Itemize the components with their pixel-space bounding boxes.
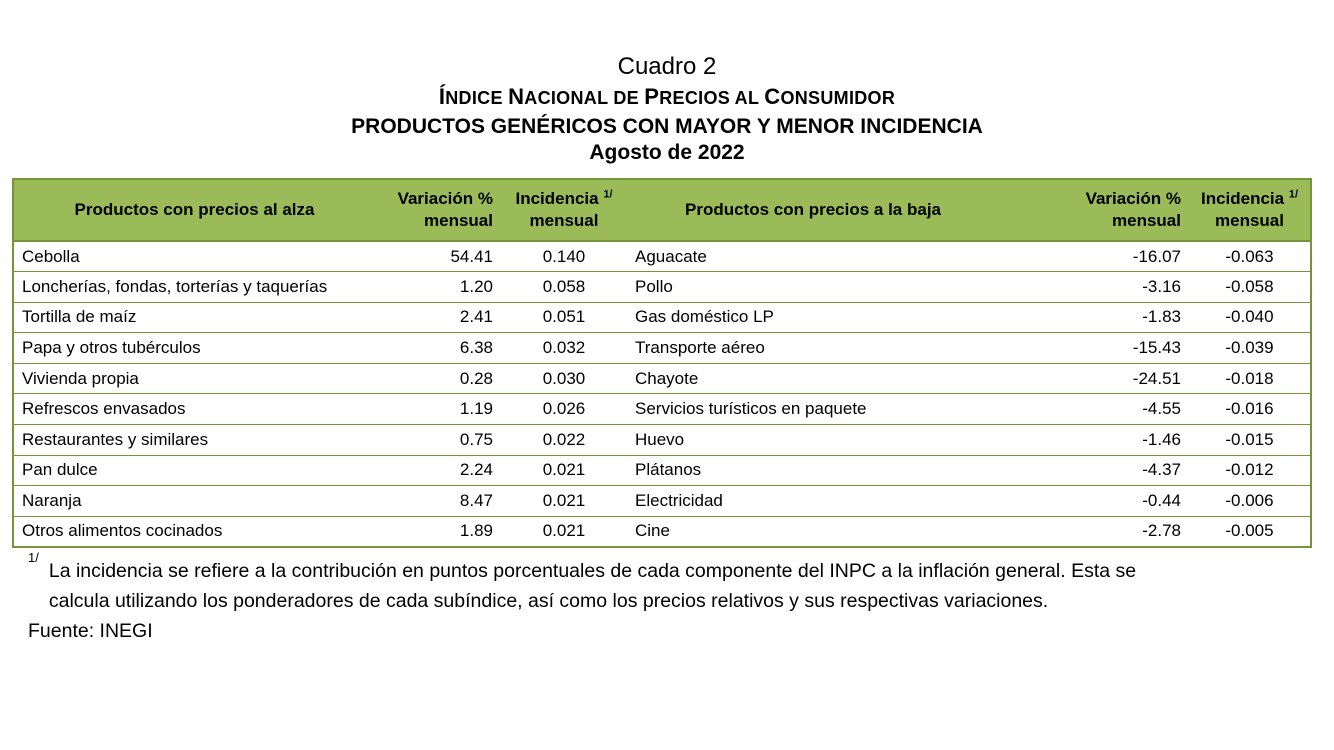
alza-product: Restaurantes y similares (13, 425, 375, 456)
alza-variation: 0.28 (375, 363, 501, 394)
header-alza-variation: Variación % mensual (375, 179, 501, 241)
table-row (13, 272, 1311, 303)
baja-product: Servicios turísticos en paquete (627, 394, 999, 425)
header-alza-incidence: Incidencia $^{1/}$ mensual (501, 179, 627, 241)
alza-product: Refrescos envasados (13, 394, 375, 425)
table-row (13, 425, 1311, 456)
baja-product: Plátanos (627, 455, 999, 486)
footnote-line-2: calcula utilizando los ponderadores de cada subíndice, así como los precios relativos y sus respectivas variaciones. (48, 590, 1049, 612)
baja-variation: -24.51 (999, 363, 1189, 394)
alza-variation: 2.24 (375, 455, 501, 486)
baja-product: Huevo (627, 425, 999, 456)
title-block (0, 52, 1334, 165)
alza-incidence: 0.140 (501, 241, 627, 272)
footnotes (28, 550, 1318, 646)
baja-variation: -4.55 (999, 394, 1189, 425)
baja-incidence: -0.040 (1189, 302, 1311, 333)
alza-incidence: 0.021 (501, 455, 627, 486)
alza-product: Papa y otros tubérculos (13, 333, 375, 364)
baja-variation: -4.37 (999, 455, 1189, 486)
table-row (13, 241, 1311, 272)
table-row (13, 394, 1311, 425)
header-baja: Productos con precios a la baja (627, 179, 999, 241)
baja-variation: -16.07 (999, 241, 1189, 272)
baja-product: Electricidad (627, 486, 999, 517)
baja-variation: -3.16 (999, 272, 1189, 303)
footnote-line-1: La incidencia se refiere a la contribución en puntos porcentuales de cada componente del INPC a la inflación general. Esta se (48, 560, 1137, 582)
subtitle: PRODUCTOS GENÉRICOS CON MAYOR Y MENOR INCIDENCIA (351, 115, 983, 138)
baja-incidence: -0.063 (1189, 241, 1311, 272)
table-row (13, 363, 1311, 394)
alza-incidence: 0.051 (501, 302, 627, 333)
table-row (13, 486, 1311, 517)
alza-product: Otros alimentos cocinados (22, 521, 223, 541)
alza-variation: 1.20 (375, 272, 501, 303)
baja-product: Aguacate (627, 241, 999, 272)
baja-product: Cine (635, 521, 670, 541)
header-baja-variation: Variación % mensual (999, 179, 1189, 241)
alza-incidence: 0.058 (501, 272, 627, 303)
header-alza: Productos con precios al alza (13, 179, 375, 241)
footnote-mark: 1/ (28, 550, 39, 565)
incidence-table (12, 178, 1312, 548)
alza-product: Naranja (13, 486, 375, 517)
alza-incidence: 0.032 (501, 333, 627, 364)
alza-product: Tortilla de maíz (13, 302, 375, 333)
alza-variation: 6.38 (375, 333, 501, 364)
baja-incidence: -0.018 (1189, 363, 1311, 394)
table-row (13, 455, 1311, 486)
baja-variation: -1.46 (999, 425, 1189, 456)
baja-incidence: -0.012 (1189, 455, 1311, 486)
alza-variation: 1.89 (459, 521, 493, 541)
baja-variation: -1.83 (999, 302, 1189, 333)
alza-variation: 2.41 (375, 302, 501, 333)
alza-incidence: 0.021 (501, 486, 627, 517)
period: Agosto de 2022 (589, 141, 745, 164)
alza-product: Vivienda propia (13, 363, 375, 394)
alza-incidence: 0.022 (501, 425, 627, 456)
alza-incidence: 0.021 (542, 521, 586, 541)
table-row (13, 302, 1311, 333)
footnote (28, 550, 1318, 616)
alza-variation: 54.41 (375, 241, 501, 272)
alza-incidence: 0.030 (501, 363, 627, 394)
alza-incidence: 0.026 (501, 394, 627, 425)
alza-variation: 1.19 (375, 394, 501, 425)
baja-product: Chayote (627, 363, 999, 394)
baja-product: Pollo (627, 272, 999, 303)
baja-variation: -0.44 (999, 486, 1189, 517)
table-row (13, 516, 1311, 547)
alza-variation: 8.47 (375, 486, 501, 517)
alza-variation: 0.75 (375, 425, 501, 456)
baja-product: Gas doméstico LP (627, 302, 999, 333)
baja-variation: -2.78 (1142, 521, 1181, 541)
baja-incidence: -0.015 (1189, 425, 1311, 456)
baja-incidence: -0.039 (1189, 333, 1311, 364)
baja-incidence: -0.005 (1225, 521, 1274, 541)
alza-product: Pan dulce (13, 455, 375, 486)
baja-product: Transporte aéreo (627, 333, 999, 364)
baja-variation: -15.43 (999, 333, 1189, 364)
baja-incidence: -0.058 (1189, 272, 1311, 303)
source-note: Fuente: INEGI (28, 620, 153, 642)
alza-product: Loncherías, fondas, torterías y taquerías (13, 272, 375, 303)
baja-incidence: -0.016 (1189, 394, 1311, 425)
table-number: Cuadro 2 (617, 53, 717, 80)
main-title: ÍNDICE NACIONAL DE PRECIOS AL CONSUMIDOR (438, 84, 896, 109)
table-header-row (13, 179, 1311, 241)
alza-product: Cebolla (13, 241, 375, 272)
header-baja-incidence: Incidencia $^{1/}$ mensual (1189, 179, 1311, 241)
table-row (13, 333, 1311, 364)
baja-incidence: -0.006 (1189, 486, 1311, 517)
